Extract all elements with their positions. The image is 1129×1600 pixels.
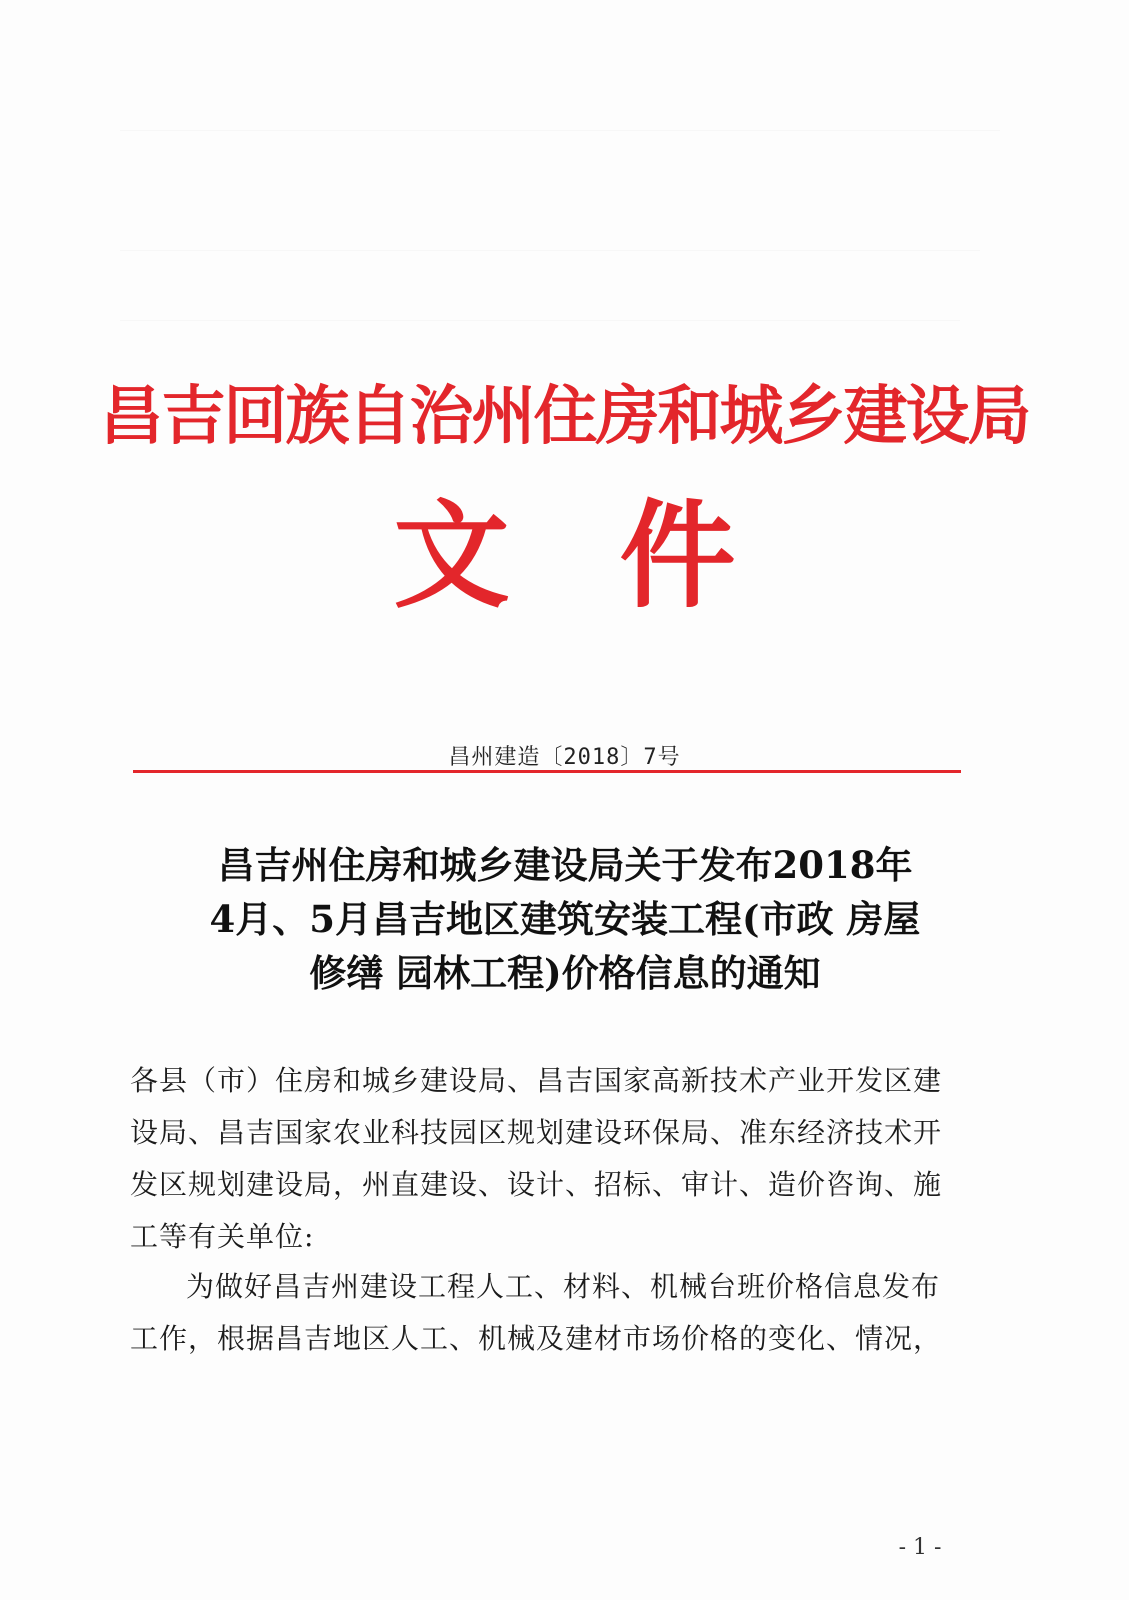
document-number: 昌州建造〔2018〕7号 [448, 745, 681, 770]
notice-title-line: 修缮 园林工程)价格信息的通知 [309, 951, 821, 995]
notice-title-line: 4月、5月昌吉地区建筑安装工程(市政 房屋 [209, 897, 921, 941]
issuing-authority: 昌吉回族自治州住房和城乡建设局 [99, 380, 1030, 454]
notice-title-line: 昌吉州住房和城乡建设局关于发布2018年 [217, 843, 913, 887]
recipients-line: 各县（市）住房和城乡建设局、昌吉国家高新技术产业开发区建 [130, 1064, 943, 1097]
recipients-line: 工等有关单位: [130, 1220, 315, 1253]
scan-artifact [120, 130, 1000, 131]
red-separator-rule [133, 770, 961, 773]
document-heading: 文件 [393, 488, 846, 624]
body-paragraph [130, 1261, 990, 1365]
recipients-list [130, 1055, 990, 1263]
paragraph-line: 为做好昌吉州建设工程人工、材料、机械台班价格信息发布 [186, 1270, 941, 1303]
scan-artifact [120, 320, 960, 321]
recipients-line: 发区规划建设局，州直建设、设计、招标、审计、造价咨询、施 [130, 1168, 943, 1201]
page-number: - 1 - [898, 1535, 942, 1560]
paragraph-line: 工作，根据昌吉地区人工、机械及建材市场价格的变化、情况， [130, 1322, 943, 1355]
scan-artifact [120, 250, 980, 251]
recipients-line: 设局、昌吉国家农业科技园区规划建设环保局、准东经济技术开 [130, 1116, 943, 1149]
notice-title [130, 838, 1000, 1000]
